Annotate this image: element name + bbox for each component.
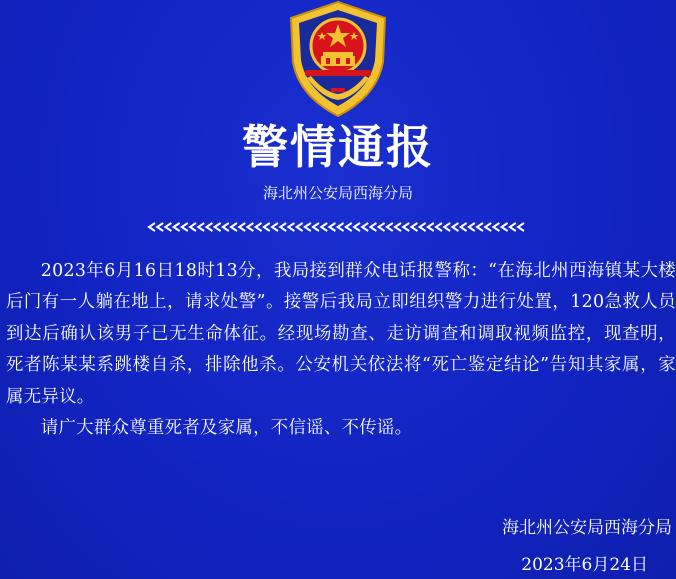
chevron-mark <box>264 223 270 231</box>
chevron-divider <box>147 218 529 230</box>
chevron-mark <box>305 223 311 231</box>
chevron-mark <box>288 223 294 231</box>
chevron-mark <box>190 223 196 231</box>
chevron-mark <box>223 223 229 231</box>
chevron-mark <box>297 223 303 231</box>
body-paragraph: 2023年6月16日18时13分，我局接到群众电话报警称：“在海北州西海镇某大楼后门有一人躺在地上，请求处警”。接警后我局立即组织警力进行处置，120急救人员到达后确认该男子已无生命体征。经现场勘查、走访调查和调取视频监控，现查明，死者陈某某系跳楼自杀，排除他杀。公安机关依法将“死亡鉴定结论”告知其家属，家属无异议。 <box>6 261 676 407</box>
chevron-mark <box>379 223 385 231</box>
police-emblem-icon <box>277 0 399 120</box>
chevron-mark <box>469 223 475 231</box>
chevron-mark <box>370 223 376 231</box>
chevron-mark <box>428 223 434 231</box>
chevron-mark <box>493 223 499 231</box>
chevron-mark <box>256 223 262 231</box>
chevron-mark <box>165 223 171 231</box>
notice-title: 警情通报 <box>242 120 434 174</box>
chevron-mark <box>502 223 508 231</box>
chevron-mark <box>452 223 458 231</box>
chevron-mark <box>338 223 344 231</box>
signature-date: 2023年6月24日 <box>521 555 648 575</box>
chevron-mark <box>436 223 442 231</box>
chevron-mark <box>174 223 180 231</box>
chevron-mark <box>149 223 155 231</box>
chevron-mark <box>346 223 352 231</box>
notice-body <box>6 256 676 444</box>
body-paragraph: 请广大群众尊重死者及家属，不信谣、不传谣。 <box>40 418 413 439</box>
chevron-mark <box>387 223 393 231</box>
chevron-mark <box>198 223 204 231</box>
chevron-mark <box>247 223 253 231</box>
chevron-mark <box>510 223 516 231</box>
chevron-mark <box>403 223 409 231</box>
chevron-mark <box>239 223 245 231</box>
chevron-mark <box>157 223 163 231</box>
chevron-mark <box>206 223 212 231</box>
chevron-mark <box>411 223 417 231</box>
chevron-mark <box>420 223 426 231</box>
chevron-mark <box>329 223 335 231</box>
chevron-mark <box>518 223 524 231</box>
chevron-mark <box>182 223 188 231</box>
chevron-mark <box>272 223 278 231</box>
chevron-mark <box>444 223 450 231</box>
chevron-mark <box>313 223 319 231</box>
chevron-mark <box>280 223 286 231</box>
issuing-agency: 海北州公安局西海分局 <box>262 184 413 202</box>
chevron-mark <box>485 223 491 231</box>
chevron-mark <box>354 223 360 231</box>
chevron-mark <box>395 223 401 231</box>
chevron-mark <box>215 223 221 231</box>
chevron-mark <box>362 223 368 231</box>
signature-organization: 海北州公安局西海分局 <box>502 518 672 538</box>
chevron-mark <box>461 223 467 231</box>
chevron-mark <box>231 223 237 231</box>
chevron-mark <box>321 223 327 231</box>
chevron-mark <box>477 223 483 231</box>
